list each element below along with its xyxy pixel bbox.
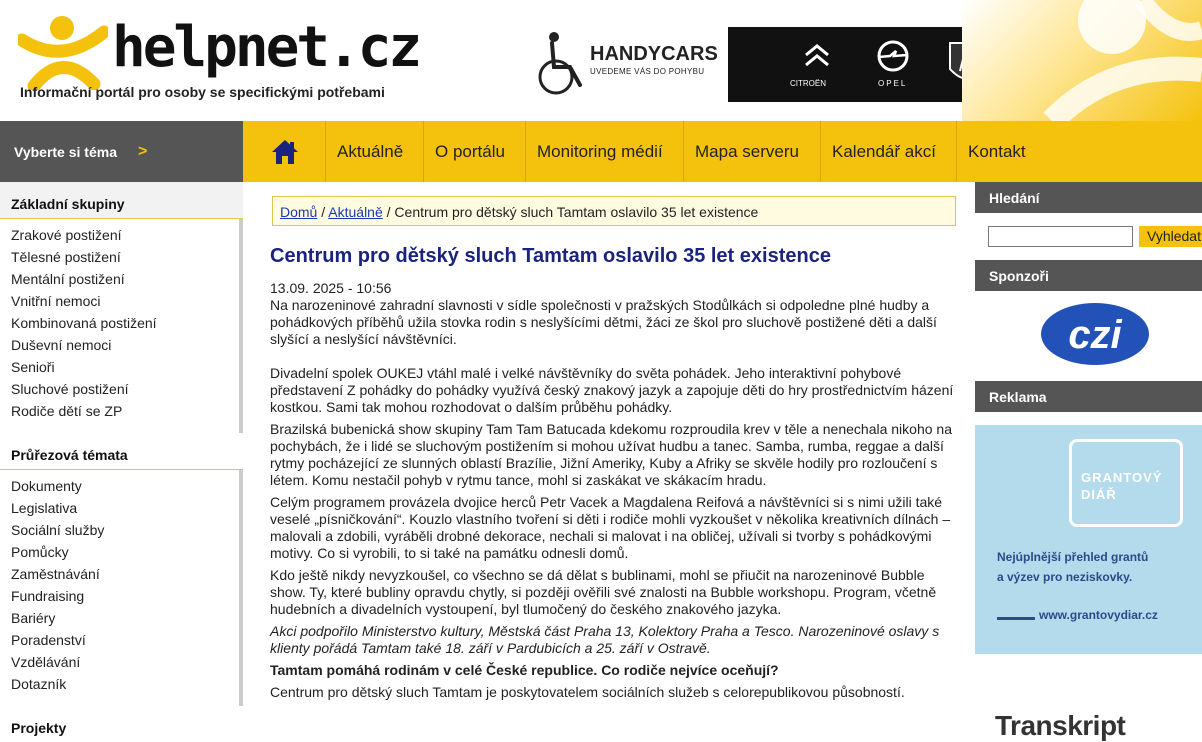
header-decoration [962, 0, 1202, 121]
nav-item-kalendar[interactable]: Kalendář akcí [820, 121, 947, 182]
groups-list [11, 224, 157, 422]
sidebar-item-dotaznik[interactable]: Dotazník [11, 676, 67, 692]
sidebar-item-vnitrni[interactable]: Vnitřní nemoci [11, 293, 101, 309]
article-title: Centrum pro dětský sluch Tamtam oslavilo 35 let existence [270, 245, 831, 267]
search-input[interactable] [988, 226, 1133, 247]
sidebar-item-dokumenty[interactable]: Dokumenty [11, 478, 82, 494]
article-body [270, 297, 960, 701]
article-paragraph-italic: Akci podpořilo Ministerstvo kultury, Městská část Praha 13, Kolektory Praha a Tesco. Narozeninové oslavy s klienty pořádá Tamtam také 18. září v Pardubicích a 25. září v Ostravě. [270, 623, 940, 656]
breadcrumb: Domů / Aktuálně / Centrum pro dětský sluch Tamtam oslavilo 35 let existence [272, 196, 956, 226]
ads-heading: Reklama [975, 381, 1202, 412]
nav-item-o-portalu[interactable]: O portálu [423, 121, 516, 182]
sidebar-item-telesne[interactable]: Tělesné postižení [11, 249, 121, 265]
article-paragraph: Celým programem provázela dvojice herců Petr Vacek a Magdalena Reifová a návštěvníci si s nimi užili také veselé „písničkování“. Kouzlo vlastního tvoření si děti i rodiče mohli vyzkoušet v několika kreativních dílnách – malovali a zdobili, vyráběli drobné dekorace, nechali si malovat i na obličej, užívali si tvorby s pohádkovými motivy. Co si vyrobili, to si také na památku odnesli domů. [270, 494, 951, 561]
article-paragraph: Na narozeninové zahradní slavnosti v sídle společnosti v pražských Stodůlkách si odpoledne plné hudby a pohádkových příběhů užila stovka rodin s neslyšícími dětmi, žáci ze škol pro sluchově postižené děti a další slyšící a neslyšící návštěvníci. [270, 297, 937, 347]
chevron-right-icon: > [138, 143, 148, 160]
ad-url: www.grantovydiar.cz [1039, 608, 1158, 622]
topic-selector[interactable] [0, 121, 243, 182]
search-button[interactable]: Vyhledat [1139, 226, 1202, 247]
sidebar-item-socialni-sluzby[interactable]: Sociální služby [11, 522, 105, 538]
breadcrumb-section-link[interactable]: Aktuálně [328, 204, 383, 220]
wheelchair-icon [534, 29, 590, 99]
ad-claim: Nejúplnější přehled grantů a výzev pro neziskovky. [997, 550, 1149, 584]
sidebar-item-poradenstvi[interactable]: Poradenství [11, 632, 86, 648]
breadcrumb-current: Centrum pro dětský sluch Tamtam oslavilo 35 let existence [394, 204, 759, 220]
ad-card-text: GRANTOVÝ DIÁŘ [1081, 470, 1163, 502]
ad-divider [997, 617, 1035, 620]
main-nav [243, 121, 1202, 182]
article-paragraph: Divadelní spolek OUKEJ vtáhl malé i velké návštěvníky do světa pohádek. Jeho interaktivní pohybové představení Z pohádky do pohádky využívá český znakový jazyk a zapojuje děti do hry prostřednictvím házení kostkou. Sami tak mohou rozhodovat o dalším průběhu pohádky. [270, 365, 954, 415]
topics-heading: Průřezová témata [0, 433, 243, 470]
brand-opel: OPEL [878, 79, 908, 88]
article-paragraph: Centrum pro dětský sluch Tamtam je poskytovatelem sociálních služeb s celorepublikovou působností. [270, 684, 905, 700]
sidebar-item-mentalni[interactable]: Mentální postižení [11, 271, 125, 287]
svg-text:czi: czi [1068, 313, 1122, 357]
sidebar-item-pomucky[interactable]: Pomůcky [11, 544, 69, 560]
logo-figure-icon [18, 12, 108, 90]
sidebar-item-bariery[interactable]: Bariéry [11, 610, 56, 626]
article-subheading: Tamtam pomáhá rodinám v celé České republice. Co rodiče nejvíce oceňují? [270, 662, 779, 678]
transkript-ad[interactable]: Transkript [995, 710, 1126, 741]
right-sidebar [975, 182, 1202, 741]
czi-sponsor-logo[interactable] [1035, 299, 1155, 369]
topics-list [11, 475, 104, 695]
sidebar-item-fundraising[interactable]: Fundraising [11, 588, 85, 604]
logo-text: helpnet.cz [112, 15, 420, 80]
sponsors-heading: Sponzoři [975, 260, 1202, 291]
groups-heading: Základní skupiny [0, 182, 243, 219]
banner-subtitle: UVEDEME VÁS DO POHYBU [590, 67, 705, 76]
nav-item-monitoring[interactable]: Monitoring médií [525, 121, 674, 182]
sidebar-item-seniori[interactable]: Senioři [11, 359, 55, 375]
tagline: Informační portál pro osoby se specifickými potřebami [20, 84, 385, 100]
projects-heading: Projekty [0, 706, 243, 742]
nav-item-kontakt[interactable]: Kontakt [956, 121, 1037, 182]
topic-selector-label: Vyberte si téma [14, 144, 117, 160]
sidebar-item-rodice[interactable]: Rodiče dětí se ZP [11, 403, 123, 419]
header [0, 0, 1202, 121]
sidebar-item-zamestnavani[interactable]: Zaměstnávání [11, 566, 100, 582]
article-paragraph: Kdo ještě nikdy nevyzkoušel, co všechno se dá dělat s bublinami, mohl se přiučit na narozeninové Bubble show. Ty, které bubliny opravdu chytly, si později ověřili své znalosti na Bubble workshopu. Program, včetně hudebních a divadelních vystoupení, byl tlumočený do českého znakového jazyka. [270, 567, 937, 617]
sidebar-item-kombinovana[interactable]: Kombinovaná postižení [11, 315, 157, 331]
banner-title: HANDYCARS [590, 43, 718, 65]
left-sidebar [0, 182, 243, 734]
grantovy-diar-ad[interactable] [975, 425, 1202, 654]
citroen-logo-icon [802, 41, 832, 73]
opel-logo-icon [876, 39, 910, 73]
sidebar-item-sluchove[interactable]: Sluchové postižení [11, 381, 129, 397]
sidebar-item-vzdelavani[interactable]: Vzdělávání [11, 654, 81, 670]
nav-item-mapa-serveru[interactable]: Mapa serveru [683, 121, 810, 182]
article-date: 13.09. 2025 - 10:56 [270, 280, 392, 296]
search-heading: Hledání [975, 182, 1202, 213]
sidebar-item-zrakove[interactable]: Zrakové postižení [11, 227, 122, 243]
sidebar-item-dusevni[interactable]: Duševní nemoci [11, 337, 112, 353]
breadcrumb-home-link[interactable]: Domů [280, 204, 318, 220]
article-paragraph: Brazilská bubenická show skupiny Tam Tam Batucada kdekomu rozproudila krev v těle a nenechala nikoho na pochybách, že i lidé se sluchovým postižením si mohou užívat hudbu a tanec. Samba, rumba, reggae a další rytmy pocházející ze slunných oblastí Brazílie, Jižní Ameriky, Kuby a Afriky se skvěle hodily pro rozloučení s létem. Komu nestačil pohyb v rytmu tance, mohl si zaskákat ve skákacím hradu. [270, 421, 952, 488]
nav-item-aktualne[interactable]: Aktuálně [325, 121, 414, 182]
brand-citroen: CITROËN [790, 79, 826, 88]
sidebar-item-legislativa[interactable]: Legislativa [11, 500, 78, 516]
home-icon[interactable] [270, 137, 300, 167]
